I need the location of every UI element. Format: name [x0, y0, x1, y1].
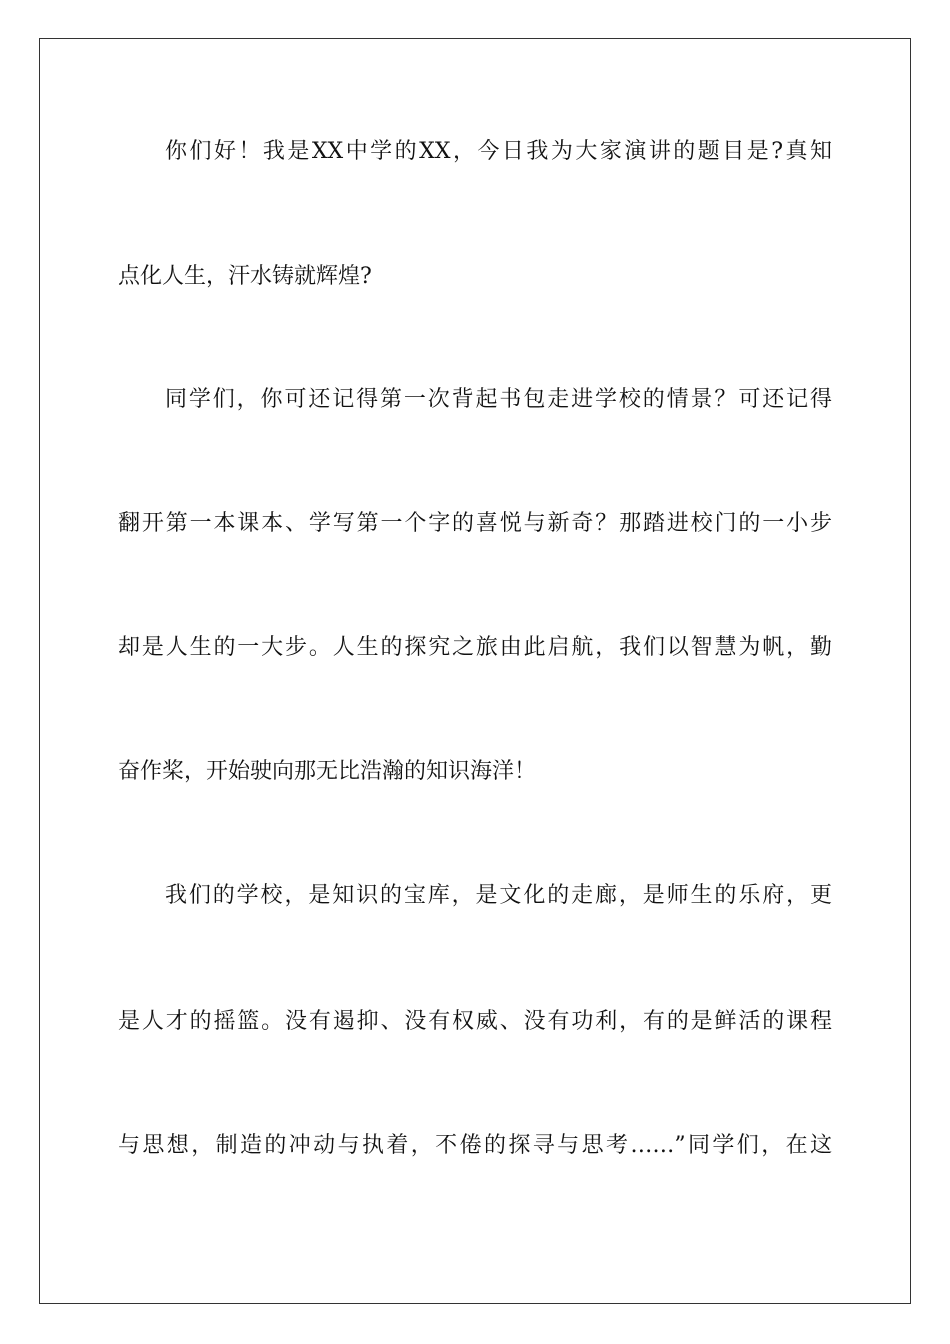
paragraph-2-line-2: 翻开第一本课本、学写第一个字的喜悦与新奇？那踏进校门的一小步 [118, 511, 832, 536]
paragraph-2-line-4: 奋作桨，开始驶向那无比浩瀚的知识海洋！ [118, 759, 537, 784]
paragraph-3-line-1: 我们的学校，是知识的宝库，是文化的走廊，是师生的乐府，更 [165, 883, 832, 908]
paragraph-1-line-2: 点化人生，汗水铸就辉煌? [118, 264, 372, 289]
paragraph-2-line-1: 同学们，你可还记得第一次背起书包走进学校的情景？可还记得 [165, 387, 832, 412]
paragraph-1-line-1: 你们好！我是XX中学的XX，今日我为大家演讲的题目是?真知 [165, 139, 832, 164]
paragraph-3-line-2: 是人才的摇篮。没有遏抑、没有权威、没有功利，有的是鲜活的课程 [118, 1009, 832, 1034]
paragraph-2-line-3: 却是人生的一大步。人生的探究之旅由此启航，我们以智慧为帆，勤 [118, 635, 832, 660]
page-border [39, 38, 911, 1304]
paragraph-3-line-3: 与思想，制造的冲动与执着，不倦的探寻与思考……”同学们，在这 [118, 1133, 832, 1158]
